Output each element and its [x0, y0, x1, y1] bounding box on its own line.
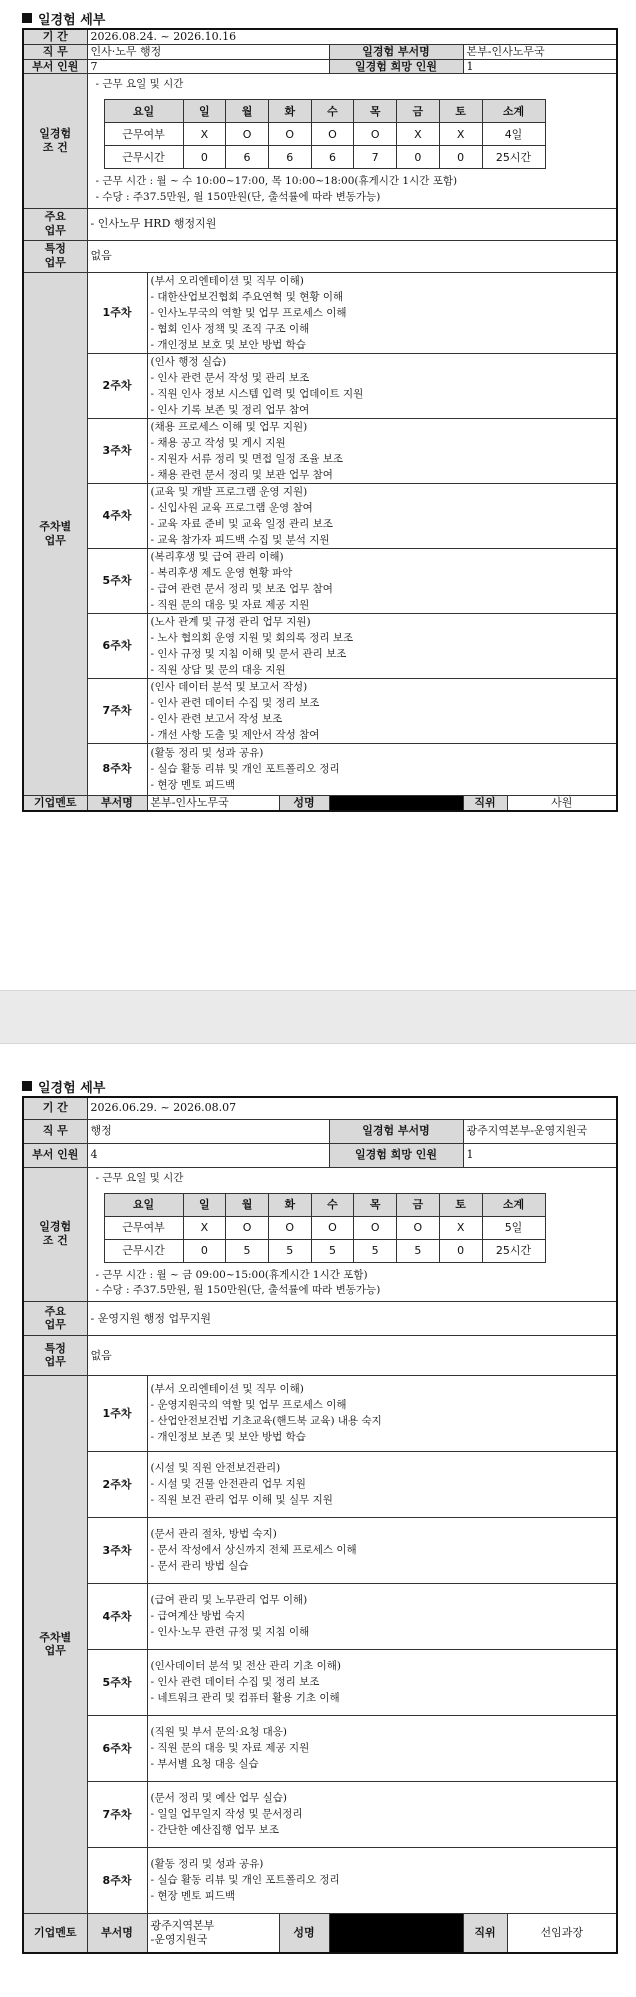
week-tasks: (채용 프로세스 이해 및 업무 지원) - 채용 공고 작성 및 게시 지원 - 지원자 서류 정리 및 면접 일정 조율 보조 - 채용 관련 문서 정리 및 보관 업무 참여: [147, 418, 617, 483]
week-tasks: (인사 데이터 분석 및 보고서 작성) - 인사 관련 데이터 수집 및 정리 보조 - 인사 관련 보고서 작성 보조 - 개선 사항 도출 및 제안서 작성 참여: [147, 678, 617, 743]
condition-content: [87, 1167, 617, 1301]
period-label: 기 간: [23, 29, 87, 44]
main-task-value: - 운영지원 행정 업무지원: [87, 1301, 617, 1335]
duty-label: 직 무: [23, 44, 87, 59]
mentor-name-redacted: [329, 1913, 463, 1953]
week-label: 4주차: [87, 1583, 147, 1649]
week-row: [23, 1375, 617, 1451]
schedule-table: [104, 1193, 546, 1263]
section-title: 일경험 세부: [22, 8, 616, 28]
week-tasks: (부서 오리엔테이션 및 직무 이해) - 운영지원국의 역할 및 업무 프로세스 이해 - 산업안전보건법 기초교육(핸드북 교육) 내용 숙지 - 개인정보 보존 및 보안 방법 학습: [147, 1375, 617, 1451]
pay-note: - 수당 : 주37.5만원, 월 150만원(단, 출석률에 따라 변동가능): [95, 1283, 381, 1296]
hope-value: 1: [463, 1143, 617, 1167]
staff-label: 부서 인원: [23, 1143, 87, 1167]
staff-value: 7: [87, 59, 329, 74]
staff-value: 4: [87, 1143, 329, 1167]
week-tasks: (복리후생 및 급여 관리 이해) - 복리후생 제도 운영 현황 파악 - 급여 관련 문서 정리 및 보조 업무 참여 - 직원 문의 대응 및 자료 제공 지원: [147, 548, 617, 613]
hope-value: 1: [463, 59, 617, 74]
page-separator: [0, 990, 636, 1044]
week-label: 3주차: [87, 418, 147, 483]
special-task-value: 없음: [87, 1335, 617, 1375]
main-task-label: 주요 업무: [23, 208, 87, 240]
week-row: [23, 1517, 617, 1583]
week-row: [23, 418, 617, 483]
condition-label: 일경험 조 건: [23, 74, 87, 208]
mentor-dept-label: 부서명: [87, 795, 147, 811]
staff-label: 부서 인원: [23, 59, 87, 74]
work-experience-detail-1: [22, 8, 616, 812]
mentor-name-label: 성명: [279, 1913, 329, 1953]
week-tasks: (부서 오리엔테이션 및 직무 이해) - 대한산업보건협회 주요연혁 및 현황 이해 - 인사노무국의 역할 및 업무 프로세스 이해 - 협회 인사 정책 및 조직 구조 이해 - 개인정보 보호 및 보안 방법 학습: [147, 272, 617, 353]
week-tasks: (급여 관리 및 노무관리 업무 이해) - 급여계산 방법 숙지 - 인사·노무 관련 규정 및 지침 이해: [147, 1583, 617, 1649]
main-task-value: - 인사노무 HRD 행정지원: [87, 208, 617, 240]
week-tasks: (인사 행정 실습) - 인사 관련 문서 작성 및 관리 보조 - 직원 인사 정보 시스템 입력 및 업데이트 지원 - 인사 기록 보존 및 정리 업무 참여: [147, 353, 617, 418]
week-tasks: (노사 관계 및 규정 관리 업무 지원) - 노사 협의회 운영 지원 및 회의록 정리 보조 - 인사 규정 및 지침 이해 및 문서 관리 보조 - 직원 상담 및 문의 대응 지원: [147, 613, 617, 678]
dept-value: 본부-인사노무국: [463, 44, 617, 59]
week-tasks: (활동 정리 및 성과 공유) - 실습 활동 리뷰 및 개인 포트폴리오 정리 - 현장 멘토 피드백: [147, 1847, 617, 1913]
schedule-header-row: 요일 일 월 화 수 목 금 토 소계: [104, 1193, 545, 1216]
week-row: [23, 548, 617, 613]
schedule-hours-row: 근무시간 0 5 5 5 5 5 0 25시간: [104, 1239, 545, 1262]
condition-content: [87, 74, 617, 208]
week-row: [23, 1715, 617, 1781]
period-value: 2026.08.24. ~ 2026.10.16: [87, 29, 617, 44]
mentor-pos-label: 직위: [463, 795, 507, 811]
mentor-name-label: 성명: [279, 795, 329, 811]
detail-table: [22, 1096, 618, 1954]
special-task-label: 특정 업무: [23, 1335, 87, 1375]
mentor-dept-value: 광주지역본부 -운영지원국: [147, 1913, 279, 1953]
week-row: [23, 1649, 617, 1715]
week-label: 7주차: [87, 1781, 147, 1847]
schedule-header-row: 요일 일 월 화 수 목 금 토 소계: [104, 100, 545, 123]
pay-note: - 수당 : 주37.5만원, 월 150만원(단, 출석률에 따라 변동가능): [95, 190, 381, 203]
mentor-label: 기업멘토: [23, 795, 87, 811]
week-row: [23, 678, 617, 743]
weekly-task-label: 주차별 업무: [23, 1375, 87, 1913]
week-row: [23, 483, 617, 548]
weekly-task-label: 주차별 업무: [23, 272, 87, 795]
duty-value: 인사·노무 행정: [87, 44, 329, 59]
schedule-hours-row: 근무시간 0 6 6 6 7 0 0 25시간: [104, 146, 545, 169]
dept-value: 광주지역본부-운영지원국: [463, 1119, 617, 1143]
mentor-pos-label: 직위: [463, 1913, 507, 1953]
schedule-work-row: 근무여부 X O O O O X X 4일: [104, 123, 545, 146]
hope-label: 일경험 희망 인원: [329, 1143, 463, 1167]
week-row: [23, 272, 617, 353]
mentor-row: [23, 795, 617, 811]
square-bullet-icon: [22, 13, 32, 23]
detail-table: [22, 28, 618, 812]
period-value: 2026.06.29. ~ 2026.08.07: [87, 1097, 617, 1119]
condition-heading: - 근무 요일 및 시간: [95, 78, 184, 91]
week-tasks: (교육 및 개발 프로그램 운영 지원) - 신입사원 교육 프로그램 운영 참여 - 교육 자료 준비 및 교육 일정 관리 보조 - 교육 참가자 피드백 수집 및 분석 지원: [147, 483, 617, 548]
special-task-value: 없음: [87, 240, 617, 272]
week-tasks: (직원 및 부서 문의·요청 대응) - 직원 문의 대응 및 자료 제공 지원 - 부서별 요청 대응 실습: [147, 1715, 617, 1781]
week-label: 5주차: [87, 1649, 147, 1715]
week-tasks: (시설 및 직원 안전보건관리) - 시설 및 건물 안전관리 업무 지원 - 직원 보건 관리 업무 이해 및 실무 지원: [147, 1451, 617, 1517]
week-row: [23, 1847, 617, 1913]
week-label: 5주차: [87, 548, 147, 613]
mentor-label: 기업멘토: [23, 1913, 87, 1953]
period-label: 기 간: [23, 1097, 87, 1119]
week-row: [23, 613, 617, 678]
work-time-note: - 근무 시간 : 월 ~ 수 10:00~17:00, 목 10:00~18:00(휴게시간 1시간 포함): [95, 175, 458, 188]
week-label: 2주차: [87, 1451, 147, 1517]
condition-heading: - 근무 요일 및 시간: [95, 1171, 184, 1184]
condition-label: 일경험 조 건: [23, 1167, 87, 1301]
dept-label: 일경험 부서명: [329, 44, 463, 59]
week-label: 7주차: [87, 678, 147, 743]
week-label: 6주차: [87, 1715, 147, 1781]
mentor-dept-label: 부서명: [87, 1913, 147, 1953]
week-row: [23, 1781, 617, 1847]
week-label: 2주차: [87, 353, 147, 418]
mentor-dept-value: 본부-인사노무국: [147, 795, 279, 811]
week-tasks: (문서 관리 절차, 방법 숙지) - 문서 작성에서 상신까지 전체 프로세스 이해 - 문서 관리 방법 실습: [147, 1517, 617, 1583]
special-task-label: 특정 업무: [23, 240, 87, 272]
week-tasks: (인사데이터 분석 및 전산 관리 기초 이해) - 인사 관련 데이터 수집 및 정리 보조 - 네트워크 관리 및 컴퓨터 활용 기초 이해: [147, 1649, 617, 1715]
dept-label: 일경험 부서명: [329, 1119, 463, 1143]
schedule-table: [104, 99, 546, 169]
work-time-note: - 근무 시간 : 월 ~ 금 09:00~15:00(휴게시간 1시간 포함): [95, 1268, 368, 1281]
hope-label: 일경험 희망 인원: [329, 59, 463, 74]
week-row: [23, 1583, 617, 1649]
week-label: 1주차: [87, 272, 147, 353]
week-label: 1주차: [87, 1375, 147, 1451]
week-row: [23, 743, 617, 795]
mentor-row: [23, 1913, 617, 1953]
week-tasks: (문서 정리 및 예산 업무 실습) - 일일 업무일지 작성 및 문서정리 - 간단한 예산집행 업무 보조: [147, 1781, 617, 1847]
duty-label: 직 무: [23, 1119, 87, 1143]
square-bullet-icon: [22, 1081, 32, 1091]
week-label: 8주차: [87, 1847, 147, 1913]
mentor-pos-value: 선임과장: [507, 1913, 617, 1953]
main-task-label: 주요 업무: [23, 1301, 87, 1335]
week-label: 4주차: [87, 483, 147, 548]
week-label: 3주차: [87, 1517, 147, 1583]
work-experience-detail-2: [22, 1076, 616, 1954]
schedule-work-row: 근무여부 X O O O O O X 5일: [104, 1216, 545, 1239]
mentor-name-redacted: [329, 795, 463, 811]
week-label: 6주차: [87, 613, 147, 678]
week-row: [23, 353, 617, 418]
week-tasks: (활동 정리 및 성과 공유) - 실습 활동 리뷰 및 개인 포트폴리오 정리 - 현장 멘토 피드백: [147, 743, 617, 795]
week-row: [23, 1451, 617, 1517]
section-title: 일경험 세부: [22, 1076, 616, 1096]
duty-value: 행정: [87, 1119, 329, 1143]
week-label: 8주차: [87, 743, 147, 795]
mentor-pos-value: 사원: [507, 795, 617, 811]
